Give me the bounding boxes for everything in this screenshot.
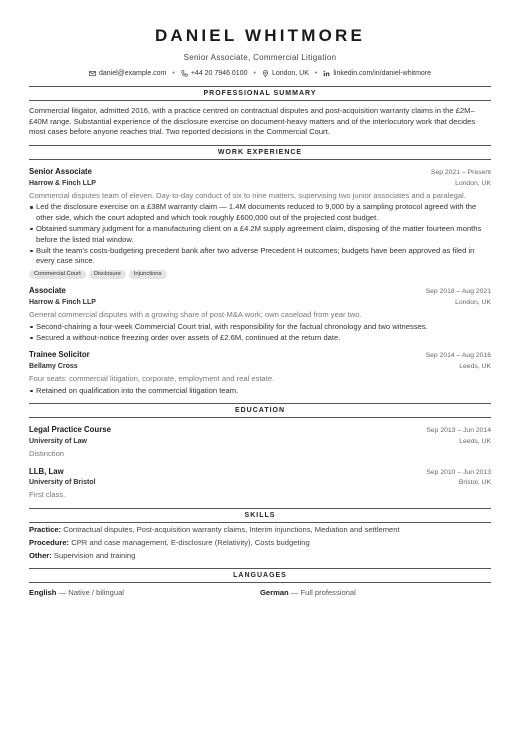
job-dates: Sep 2014 – Aug 2016 (425, 352, 491, 360)
job-dates: Sep 2018 – Aug 2021 (425, 288, 491, 296)
employer: Bellamy Cross (29, 362, 78, 370)
languages-section (29, 568, 491, 599)
contact-email[interactable] (89, 69, 166, 79)
achievement-list (29, 386, 491, 397)
headline: Senior Associate, Commercial Litigation (183, 52, 337, 62)
contact-separator: • (314, 69, 318, 77)
language-name: English (29, 588, 57, 598)
contact-email-text: daniel@example.com (98, 69, 167, 77)
skills-section (29, 508, 491, 561)
degree-title: LLB, Law (29, 466, 64, 476)
phone-icon (181, 70, 188, 77)
job-title: Trainee Solicitor (29, 350, 90, 360)
achievement-list (29, 322, 491, 344)
skill-row (29, 551, 491, 562)
contact-location (262, 69, 309, 79)
section-header-skills: SKILLS (29, 508, 491, 523)
language-item (260, 588, 491, 599)
language-name: German (260, 588, 289, 598)
education-location: Bristol, UK (458, 479, 491, 487)
section-header-experience: WORK EXPERIENCE (29, 145, 491, 160)
employer: Harrow & Finch LLP (29, 299, 96, 307)
job-location: London, UK (455, 179, 491, 187)
education-entry (29, 466, 491, 501)
achievement-list (29, 202, 491, 267)
job-location: Leeds, UK (459, 362, 491, 370)
contact-phone[interactable] (181, 69, 248, 79)
language-list (29, 588, 491, 599)
skill-tag: Injunctions (129, 270, 167, 279)
language-level: — Native / bilingual (58, 588, 124, 598)
institution: University of Bristol (29, 479, 96, 487)
section-header-languages: LANGUAGES (29, 568, 491, 583)
education-dates: Sep 2010 – Jun 2013 (426, 468, 491, 476)
experience-section (29, 145, 491, 396)
contact-separator: • (172, 69, 175, 77)
skill-value: CPR and case management, E-disclosure (Relativity), Costs budgeting (71, 537, 310, 547)
skill-row (29, 525, 491, 536)
contact-linkedin-text: linkedin.com/in/daniel-whitmore (333, 69, 432, 77)
linkedin-icon (323, 70, 330, 77)
language-item (29, 588, 260, 599)
section-header-education: EDUCATION (29, 403, 491, 418)
achievement-item: Second-chairing a four-week Commercial Court trial, with responsibility for the factual chronology and two witnesses. (36, 322, 491, 333)
education-entry (29, 424, 491, 459)
job-title: Senior Associate (29, 167, 92, 177)
experience-entry (29, 349, 491, 396)
experience-entry (29, 285, 491, 343)
envelope-icon (89, 70, 96, 77)
section-header-summary: PROFESSIONAL SUMMARY (29, 86, 491, 101)
skill-label: Other: (29, 550, 52, 560)
achievement-item: Secured a without-notice freezing order over assets of £2.6M, continued at the return date. (36, 333, 491, 344)
achievement-item: Retained on qualification into the commercial litigation team. (36, 386, 491, 397)
contact-phone-text: +44 20 7946 0100 (190, 69, 248, 77)
map-pin-icon (262, 70, 269, 77)
job-title: Associate (29, 286, 66, 296)
job-dates: Sep 2021 – Present (430, 169, 491, 177)
skill-label: Procedure: (29, 537, 70, 547)
institution: University of Law (29, 438, 87, 446)
skill-tag: Disclosure (89, 270, 126, 279)
skill-label: Practice: (29, 525, 62, 535)
achievement-item: Built the team's costs-budgeting precedent bank after two adverse Precedent H outcomes; budgets have been approved as filed in every case since. (36, 246, 491, 268)
job-description: Commercial disputes team of eleven. Day-to-day conduct of six to nine matters, supervising two junior associates and a paralegal. (29, 190, 466, 200)
contact-location-text: London, UK (271, 69, 309, 77)
contact-linkedin[interactable] (323, 69, 431, 79)
education-note: Distinction (29, 448, 65, 458)
experience-entry (29, 166, 491, 279)
summary-text: Commercial litigator, admitted 2016, with a practice centred on contractual disputes and post-acquisition warranty claims in the £2M–£40M range. Substantial experience of the disclosure exercise on document-heavy matters and of the interlocutory work that decides most cases before anyone reaches trial. Two reported decisions in the Commercial Court. (29, 105, 476, 137)
employer: Harrow & Finch LLP (29, 179, 96, 187)
achievement-item: Led the disclosure exercise on a £38M warranty claim — 1.4M documents reduced to 9,000 by a sampling protocol agreed with the other side, which the court adopted and which took roughly £600,000 out of the projected cost budget. (36, 202, 491, 224)
language-level: — Full professional (290, 588, 356, 598)
skill-tag: Commercial Court (29, 270, 86, 279)
education-dates: Sep 2013 – Jun 2014 (426, 427, 491, 435)
skill-value: Supervision and training (53, 550, 136, 560)
education-note: First class. (29, 490, 66, 500)
skill-tags (29, 270, 491, 279)
contact-separator: • (253, 69, 256, 77)
contact-bar (29, 69, 491, 79)
job-location: London, UK (455, 299, 491, 307)
job-description: General commercial disputes with a growing share of post-M&A work; own caseload from year two. (29, 309, 362, 319)
achievement-item: Obtained summary judgment for a manufacturing client on a £4.2M supply agreement claim, disposing of the matter fourteen months before the listed trial window. (36, 224, 491, 246)
job-description: Four seats: commercial litigation, corporate, employment and real estate. (29, 373, 275, 383)
summary-section (29, 86, 491, 138)
education-location: Leeds, UK (459, 438, 491, 446)
degree-title: Legal Practice Course (29, 425, 111, 435)
education-section (29, 403, 491, 501)
skill-row (29, 538, 491, 549)
skill-value: Contractual disputes, Post-acquisition warranty claims, Interim injunctions, Mediation and settlement (63, 525, 400, 535)
candidate-name: DANIEL WHITMORE (154, 26, 366, 45)
